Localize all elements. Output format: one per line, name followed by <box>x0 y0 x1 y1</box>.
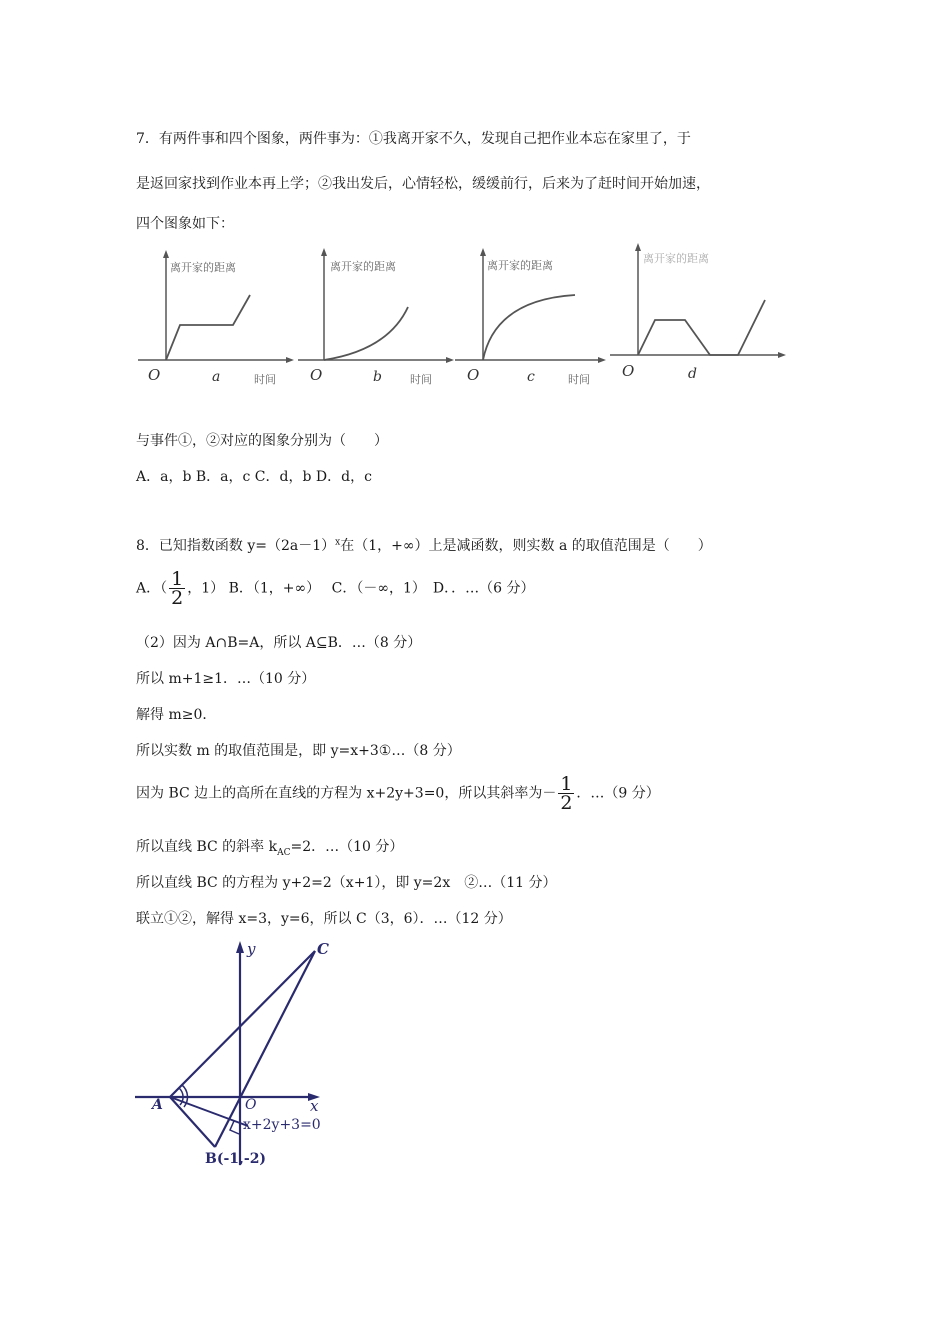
sol-l5-frac-den: 2 <box>560 792 573 814</box>
sol-l6-a: 所以直线 BC 的斜率 k <box>136 839 278 855</box>
graph-d-name: d <box>688 366 697 382</box>
q8-opt-a-prefix: A．（ <box>136 580 168 597</box>
q8-stem-sup: x <box>335 537 341 548</box>
q8-fraction <box>169 570 185 607</box>
graph-b-origin: O <box>310 366 323 384</box>
fig-label-y: y <box>247 940 256 958</box>
sol-line-2: 所以 m+1≥1．…（10 分） <box>136 671 316 687</box>
graph-b-ylabel: 离开家的距离 <box>330 260 396 273</box>
q8-stem-b: 在（1，+∞）上是减函数，则实数 a 的取值范围是（ ） <box>340 538 712 554</box>
graph-c-ylabel: 离开家的距离 <box>487 259 553 272</box>
sol-l5-frac-num: 1 <box>560 773 573 795</box>
sol-line-8: 联立①②，解得 x=3，y=6，所以 C（3，6）．…（12 分） <box>136 911 512 927</box>
sol-l5-fraction <box>558 775 574 812</box>
graph-c-xlabel: 时间 <box>568 373 590 386</box>
fig-label-O: O <box>245 1097 257 1113</box>
sol-line-6 <box>136 836 403 858</box>
q7-question: 与事件①，②对应的图象分别为（ ） <box>136 433 388 449</box>
q7-line-3: 四个图象如下： <box>136 216 234 232</box>
graph-b-xlabel: 时间 <box>410 373 432 386</box>
q8-stem <box>136 535 712 555</box>
sol-line-3: 解得 m≥0． <box>136 707 217 723</box>
graph-a-xlabel: 时间 <box>254 373 276 386</box>
q7-line-1: 7．有两件事和四个图象，两件事为：①我离开家不久，发现自己把作业本忘在家里了，于 <box>136 131 691 147</box>
q7-line-2: 是返回家找到作业本再上学；②我出发后，心情轻松，缓缓前行，后来为了赶时间开始加速， <box>136 176 710 192</box>
graph-c-origin: O <box>467 366 480 384</box>
graph-a-ylabel: 离开家的距离 <box>170 261 236 274</box>
graph-d-ylabel: 离开家的距离 <box>643 252 709 265</box>
q8-stem-a: 8．已知指数函数 y=（2a－1） <box>136 538 336 554</box>
graph-c-name: c <box>527 369 535 385</box>
fig-label-C: C <box>317 940 329 958</box>
fig-label-B: B(-1,-2) <box>205 1151 267 1167</box>
q8-opt-rest: ，1） B．（1，+∞） C．（－∞，1） D．．…（6 分） <box>187 580 535 597</box>
graph-b-name: b <box>373 369 382 385</box>
q7-options: A．a，b B．a，c C．d，b D．d，c <box>136 469 372 485</box>
graph-d-origin: O <box>622 362 635 380</box>
graph-a-origin: O <box>148 366 161 384</box>
sol-line-5 <box>136 775 660 812</box>
fig-label-x: x <box>310 1097 319 1115</box>
triangle-figure <box>130 935 360 1175</box>
sol-line-1: （2）因为 A∩B=A，所以 A⊆B．…（8 分） <box>136 635 422 651</box>
sol-l5-a: 因为 BC 边上的高所在直线的方程为 x+2y+3=0，所以其斜率为－ <box>136 785 557 802</box>
graph-a-name: a <box>212 369 221 385</box>
sol-l6-sub: AC <box>277 847 291 858</box>
fig-label-line: x+2y+3=0 <box>243 1117 321 1133</box>
sol-line-4: 所以实数 m 的取值范围是，即 y=x+3①…（8 分） <box>136 743 461 759</box>
sol-l6-b: =2．…（10 分） <box>290 839 404 855</box>
sol-l5-b: ．…（9 分） <box>576 785 660 802</box>
q8-frac-num: 1 <box>171 568 184 590</box>
fig-label-A: A <box>152 1097 163 1113</box>
q8-frac-den: 2 <box>171 587 184 609</box>
sol-line-7: 所以直线 BC 的方程为 y+2=2（x+1），即 y=2x ②…（11 分） <box>136 875 557 891</box>
q8-options <box>136 570 534 607</box>
